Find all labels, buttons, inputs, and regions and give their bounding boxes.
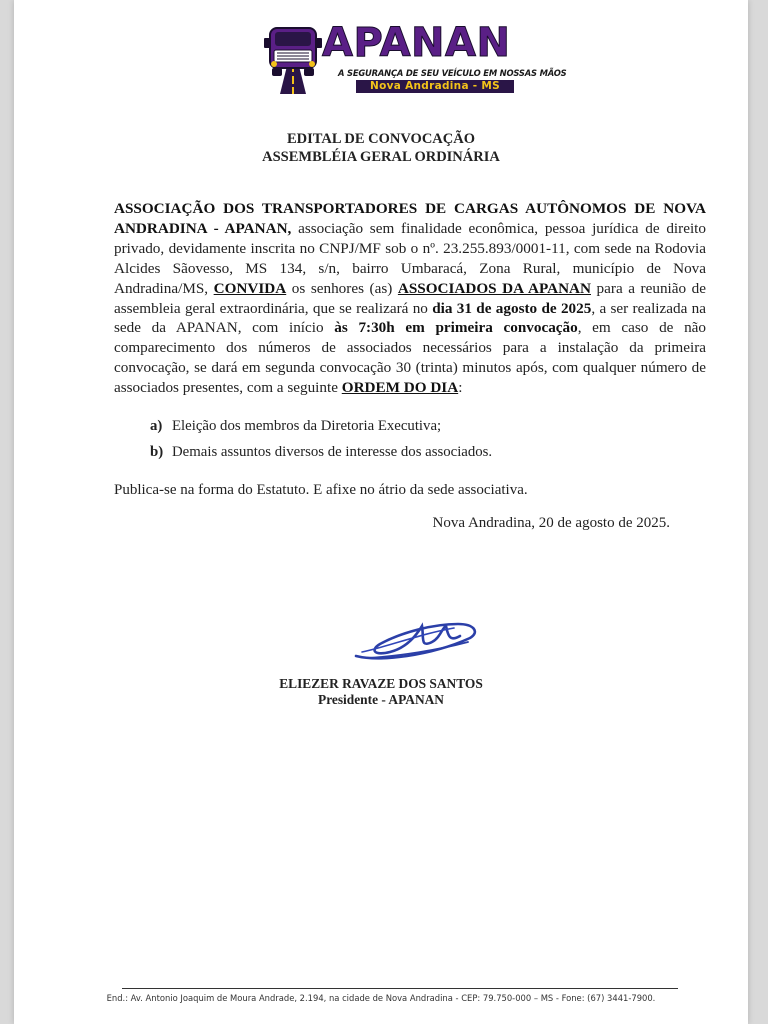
body-text-segment: para a reunião de assembleia geral extraordinária, que se realizará no <box>114 279 706 317</box>
footer-address: End.: Av. Antonio Joaquim de Moura Andrade, 2.194, na cidade de Nova Andradina - CEP: 79.750-000 – MS - Fone: (67) 3441-7900. <box>106 993 656 1003</box>
meeting-time: às 7:30h em primeira convocação <box>334 319 578 337</box>
agenda-marker: a) <box>150 418 163 434</box>
logo-name: APANAN <box>322 20 511 66</box>
convocation-paragraph <box>114 199 706 398</box>
publication-note: Publica-se na forma do Estatuto. E afixe no átrio da sede associativa. <box>114 482 528 498</box>
logo-city: Nova Andradina - MS <box>356 80 514 93</box>
agenda-text: Eleição dos membros da Diretoria Executiva; <box>172 418 442 434</box>
document-title: EDITAL DE CONVOCAÇÃO <box>287 131 475 147</box>
handwritten-signature <box>350 612 482 664</box>
place-and-date: Nova Andradina, 20 de agosto de 2025. <box>432 515 670 531</box>
associados-keyword: ASSOCIADOS DA APANAN <box>397 279 591 297</box>
body-text-segment: , em caso de não comparecimento dos números de associados necessários para a instalação da primeira convocação, se dará em segunda convocação 30 (trinta) minutos após, com qualquer número de associados presentes, com a seguinte <box>114 319 706 397</box>
truck-icon <box>262 22 324 94</box>
agenda-item <box>150 417 441 435</box>
apanan-logo <box>262 20 567 94</box>
agenda-marker: b) <box>150 444 164 460</box>
convida-keyword: CONVIDA <box>213 279 287 297</box>
body-text-segment: associação sem finalidade econômica, pessoa jurídica de direito privado, devidamente inscrita no CNPJ/MF sob o nº. 23.255.893/0001-11, com sede na Rodovia Alcides Sãovesso, MS 134, s/n, bairro Umbaracá, Zona Rural, município de Nova Andradina/MS, <box>114 219 706 297</box>
organization-name: ASSOCIAÇÃO DOS TRANSPORTADORES DE CARGAS AUTÔNOMOS DE NOVA ANDRADINA - APANAN, <box>114 200 706 237</box>
document-subtitle: ASSEMBLÉIA GERAL ORDINÁRIA <box>262 149 500 165</box>
agenda-text: Demais assuntos diversos de interesse dos associados. <box>172 444 493 460</box>
logo-tagline: A SEGURANÇA DE SEU VEÍCULO EM NOSSAS MÃOS <box>338 68 567 78</box>
signatory-role: Presidente - APANAN <box>318 692 444 707</box>
ordem-do-dia: ORDEM DO DIA <box>341 379 459 397</box>
body-text-segment: : <box>458 379 463 397</box>
footer-divider <box>122 988 678 989</box>
meeting-date: dia 31 de agosto de 2025 <box>432 299 592 317</box>
body-text-segment: , a ser realizada na sede da APANAN, com início <box>114 299 706 337</box>
signatory-name: ELIEZER RAVAZE DOS SANTOS <box>279 676 483 691</box>
document-page <box>14 0 748 1024</box>
body-text-segment: os senhores (as) <box>286 279 398 297</box>
agenda-item <box>150 443 492 461</box>
